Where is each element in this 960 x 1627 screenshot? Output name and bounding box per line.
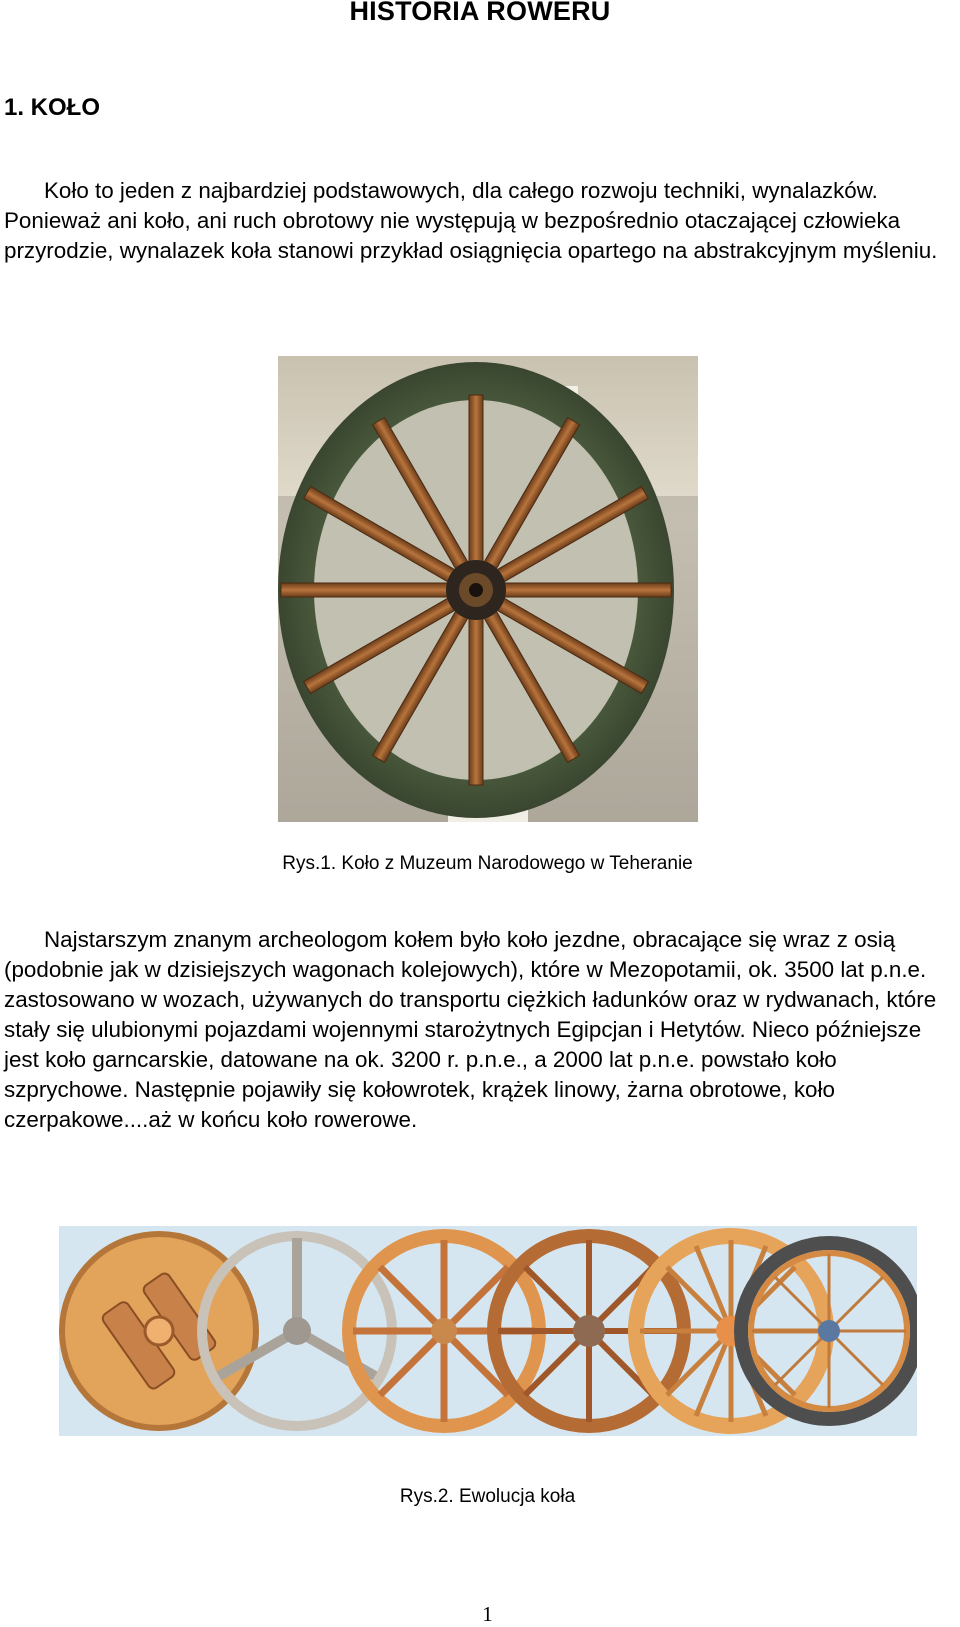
- intro-paragraph: [4, 176, 954, 266]
- intro-paragraph-text: Koło to jeden z najbardziej podstawowych, dla całego rozwoju techniki, wynalazków. Ponieważ ani koło, ani ruch obrotowy nie występują w bezpośrednio otaczającej człowieka przyrodzie, wynalazek koła stanowi przykład osiągnięcia opartego na abstrakcyjnym myśleniu.: [4, 178, 938, 263]
- wheel-evolution-illustration: [59, 1226, 917, 1436]
- tire-wheel: [741, 1243, 917, 1419]
- page-number: 1: [482, 1602, 493, 1626]
- figure-2-caption: Rys.2. Ewolucja koła: [399, 1486, 576, 1507]
- history-paragraph: [4, 925, 954, 1135]
- history-paragraph-text: Najstarszym znanym archeologom kołem było koło jezdne, obracające się wraz z osią (podobnie jak w dzisiejszych wagonach kolejowych), które w Mezopotamii, ok. 3500 lat p.n.e. zastosowano w wozach, używanych do transportu ciężkich ładunków oraz w rydwanach, które stały się ulubionymi pojazdami wojennymi starożytnych Egipcjan i Hetytów. Nieco późniejsze jest koło garncarskie, datowane na ok. 3200 r. p.n.e., a 2000 lat p.n.e. powstało koło szprychowe. Następnie pojawiły się kołowrotek, krążek linowy, żarna obrotowe, koło czerpakowe....aż w końcu koło rowerowe.: [4, 927, 937, 1132]
- section-heading: 1. KOŁO: [4, 94, 101, 121]
- ancient-wheel-photo: [278, 356, 698, 822]
- page-title: HISTORIA ROWERU: [349, 0, 611, 26]
- figure-1-caption: Rys.1. Koło z Muzeum Narodowego w Teheranie: [282, 853, 693, 874]
